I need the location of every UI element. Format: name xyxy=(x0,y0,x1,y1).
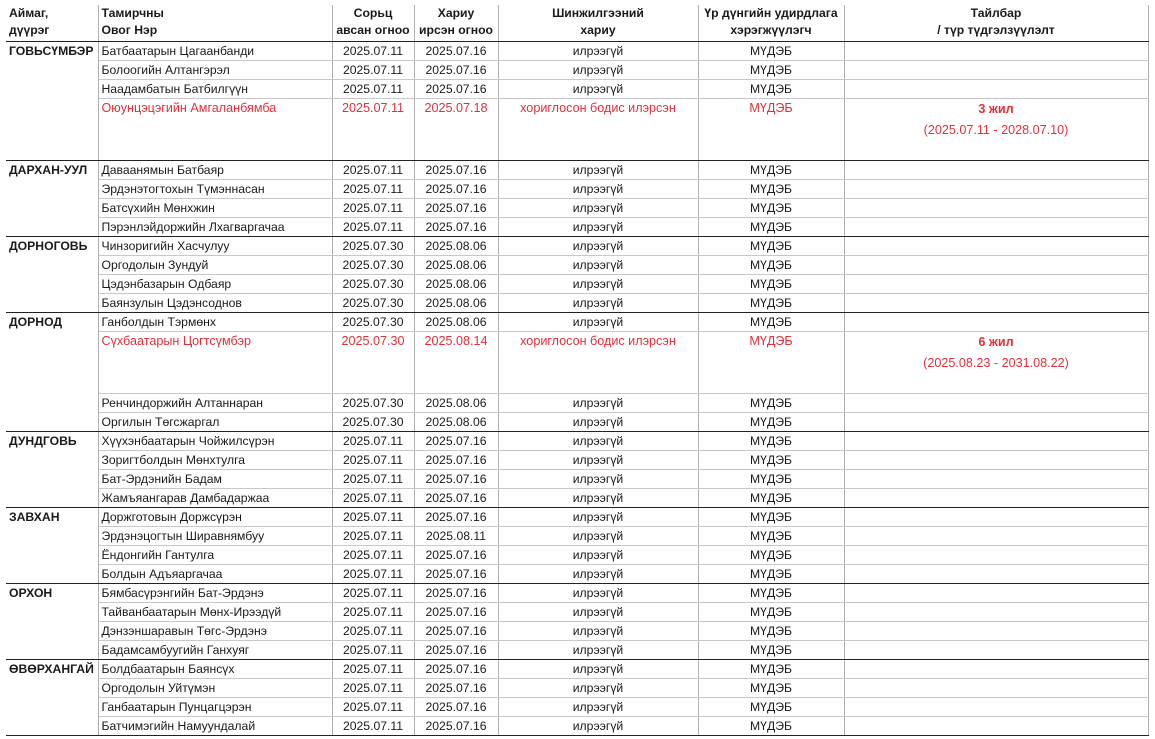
table-row xyxy=(6,622,1148,641)
note-cell xyxy=(844,603,1148,622)
athlete-name-cell: Хүүхэнбаатарын Чойжилсүрэн xyxy=(98,432,332,451)
authority-cell: МҮДЭБ xyxy=(698,641,844,660)
table-row xyxy=(6,603,1148,622)
header-athlete: Тамирчны Овог Нэр xyxy=(98,5,332,42)
authority-cell: МҮДЭБ xyxy=(698,80,844,99)
note-cell xyxy=(844,565,1148,584)
table-row xyxy=(6,489,1148,508)
note-cell xyxy=(844,394,1148,413)
result-date-cell: 2025.07.16 xyxy=(414,42,498,61)
athlete-name-cell: Баянзулын Цэдэнсоднов xyxy=(98,294,332,313)
header-row xyxy=(6,5,1148,42)
authority-cell: МҮДЭБ xyxy=(698,508,844,527)
table-row xyxy=(6,180,1148,199)
result-date-cell: 2025.07.16 xyxy=(414,603,498,622)
sample-date-cell: 2025.07.11 xyxy=(332,641,414,660)
note-cell xyxy=(844,237,1148,256)
result-date-cell: 2025.08.06 xyxy=(414,294,498,313)
result-date-cell: 2025.07.16 xyxy=(414,432,498,451)
suspension-period: (2025.08.23 - 2031.08.22) xyxy=(923,356,1069,370)
sample-date-cell: 2025.07.11 xyxy=(332,660,414,679)
result-date-cell: 2025.08.06 xyxy=(414,313,498,332)
note-cell xyxy=(844,451,1148,470)
result-date-cell: 2025.07.16 xyxy=(414,80,498,99)
authority-cell: МҮДЭБ xyxy=(698,679,844,698)
athlete-name-cell: Пэрэнлэйдоржийн Лхагваргачаа xyxy=(98,218,332,237)
athlete-name-cell: Болдын Адъяаргачаа xyxy=(98,565,332,584)
result-date-cell: 2025.07.16 xyxy=(414,470,498,489)
province-cell: ДАРХАН-УУЛ xyxy=(6,161,98,237)
result-date-cell: 2025.07.16 xyxy=(414,641,498,660)
authority-cell: МҮДЭБ xyxy=(698,294,844,313)
authority-cell: МҮДЭБ xyxy=(698,313,844,332)
sample-date-cell: 2025.07.11 xyxy=(332,42,414,61)
test-result-cell: илрээгүй xyxy=(498,61,698,80)
athlete-name-cell: Эрдэнэцогтын Ширавнямбуу xyxy=(98,527,332,546)
test-result-cell: илрээгүй xyxy=(498,42,698,61)
result-date-cell: 2025.07.16 xyxy=(414,161,498,180)
note-cell xyxy=(844,622,1148,641)
note-cell xyxy=(844,313,1148,332)
table-row xyxy=(6,237,1148,256)
test-result-cell: илрээгүй xyxy=(498,237,698,256)
athlete-name-cell: Ренчиндоржийн Алтаннаран xyxy=(98,394,332,413)
table-row xyxy=(6,641,1148,660)
result-date-cell: 2025.08.06 xyxy=(414,256,498,275)
athlete-name-cell: Ганбаатарын Пунцагцэрэн xyxy=(98,698,332,717)
table-body xyxy=(6,42,1148,736)
note-cell xyxy=(844,80,1148,99)
test-result-cell: илрээгүй xyxy=(498,622,698,641)
test-result-cell: илрээгүй xyxy=(498,413,698,432)
authority-cell: МҮДЭБ xyxy=(698,237,844,256)
athlete-name-cell: Батбаатарын Цагаанбанди xyxy=(98,42,332,61)
athlete-name-cell: Бадамсамбуугийн Ганхуяг xyxy=(98,641,332,660)
result-date-cell: 2025.07.16 xyxy=(414,451,498,470)
athlete-name-cell: Наадамбатын Батбилгүүн xyxy=(98,80,332,99)
authority-cell: МҮДЭБ xyxy=(698,660,844,679)
result-date-cell: 2025.07.16 xyxy=(414,565,498,584)
province-cell: ДУНДГОВЬ xyxy=(6,432,98,508)
authority-cell: МҮДЭБ xyxy=(698,451,844,470)
authority-cell: МҮДЭБ xyxy=(698,584,844,603)
result-date-cell: 2025.08.11 xyxy=(414,527,498,546)
table-row xyxy=(6,313,1148,332)
table-row xyxy=(6,584,1148,603)
header-result-date: Хариу ирсэн огноо xyxy=(414,5,498,42)
table-row xyxy=(6,451,1148,470)
table-row xyxy=(6,161,1148,180)
table-row xyxy=(6,508,1148,527)
sample-date-cell: 2025.07.30 xyxy=(332,394,414,413)
test-result-cell: илрээгүй xyxy=(498,717,698,736)
doping-results-sheet xyxy=(6,5,1148,736)
result-date-cell: 2025.07.16 xyxy=(414,218,498,237)
authority-cell: МҮДЭБ xyxy=(698,256,844,275)
result-date-cell: 2025.08.06 xyxy=(414,394,498,413)
result-date-cell: 2025.07.18 xyxy=(414,99,498,161)
header-sample-date: Сорьц авсан огноо xyxy=(332,5,414,42)
sample-date-cell: 2025.07.30 xyxy=(332,294,414,313)
results-table xyxy=(6,5,1149,736)
suspension-period: (2025.07.11 - 2028.07.10) xyxy=(923,123,1069,137)
result-date-cell: 2025.07.16 xyxy=(414,622,498,641)
test-result-cell: илрээгүй xyxy=(498,603,698,622)
sample-date-cell: 2025.07.30 xyxy=(332,332,414,394)
province-cell: ОРХОН xyxy=(6,584,98,660)
table-row xyxy=(6,679,1148,698)
note-cell xyxy=(844,584,1148,603)
test-result-cell: илрээгүй xyxy=(498,218,698,237)
table-row-flagged xyxy=(6,99,1148,161)
authority-cell: МҮДЭБ xyxy=(698,717,844,736)
result-date-cell: 2025.08.06 xyxy=(414,413,498,432)
sample-date-cell: 2025.07.30 xyxy=(332,256,414,275)
header-note: Тайлбар / түр түдгэлзүүлэлт xyxy=(844,5,1148,42)
result-date-cell: 2025.08.06 xyxy=(414,237,498,256)
authority-cell: МҮДЭБ xyxy=(698,546,844,565)
table-row xyxy=(6,42,1148,61)
note-cell xyxy=(844,161,1148,180)
authority-cell: МҮДЭБ xyxy=(698,42,844,61)
result-date-cell: 2025.07.16 xyxy=(414,180,498,199)
note-cell xyxy=(844,413,1148,432)
test-result-cell: илрээгүй xyxy=(498,527,698,546)
table-row xyxy=(6,660,1148,679)
note-cell xyxy=(844,641,1148,660)
province-cell: ГОВЬСҮМБЭР xyxy=(6,42,98,161)
test-result-cell: илрээгүй xyxy=(498,432,698,451)
sample-date-cell: 2025.07.11 xyxy=(332,679,414,698)
sample-date-cell: 2025.07.11 xyxy=(332,80,414,99)
sample-date-cell: 2025.07.30 xyxy=(332,413,414,432)
header-authority: Үр дүнгийн удирдлага хэрэгжүүлэгч xyxy=(698,5,844,42)
athlete-name-cell: Ганболдын Тэрмөнх xyxy=(98,313,332,332)
athlete-name-cell: Оргодолын Уйтүмэн xyxy=(98,679,332,698)
authority-cell: МҮДЭБ xyxy=(698,199,844,218)
result-date-cell: 2025.08.06 xyxy=(414,275,498,294)
sample-date-cell: 2025.07.11 xyxy=(332,470,414,489)
authority-cell: МҮДЭБ xyxy=(698,527,844,546)
test-result-cell: илрээгүй xyxy=(498,199,698,218)
table-row xyxy=(6,432,1148,451)
table-row-flagged xyxy=(6,332,1148,394)
test-result-cell: илрээгүй xyxy=(498,508,698,527)
test-result-cell: хориглосон бодис илэрсэн xyxy=(498,332,698,394)
table-row xyxy=(6,470,1148,489)
sample-date-cell: 2025.07.11 xyxy=(332,199,414,218)
athlete-name-cell: Цэдэнбазарын Одбаяр xyxy=(98,275,332,294)
test-result-cell: илрээгүй xyxy=(498,584,698,603)
athlete-name-cell: Батсүхийн Мөнхжин xyxy=(98,199,332,218)
note-cell xyxy=(844,489,1148,508)
test-result-cell: илрээгүй xyxy=(498,180,698,199)
sample-date-cell: 2025.07.11 xyxy=(332,584,414,603)
test-result-cell: илрээгүй xyxy=(498,161,698,180)
athlete-name-cell: Чинзоригийн Хасчулуу xyxy=(98,237,332,256)
authority-cell: МҮДЭБ xyxy=(698,99,844,161)
test-result-cell: хориглосон бодис илэрсэн xyxy=(498,99,698,161)
authority-cell: МҮДЭБ xyxy=(698,332,844,394)
sample-date-cell: 2025.07.11 xyxy=(332,218,414,237)
suspension-length: 3 жил xyxy=(978,102,1014,116)
test-result-cell: илрээгүй xyxy=(498,451,698,470)
authority-cell: МҮДЭБ xyxy=(698,622,844,641)
authority-cell: МҮДЭБ xyxy=(698,489,844,508)
sample-date-cell: 2025.07.11 xyxy=(332,99,414,161)
sample-date-cell: 2025.07.30 xyxy=(332,275,414,294)
athlete-name-cell: Эрдэнэтогтохын Түмэннасан xyxy=(98,180,332,199)
result-date-cell: 2025.07.16 xyxy=(414,508,498,527)
note-cell xyxy=(844,275,1148,294)
result-date-cell: 2025.07.16 xyxy=(414,61,498,80)
authority-cell: МҮДЭБ xyxy=(698,180,844,199)
authority-cell: МҮДЭБ xyxy=(698,61,844,80)
note-cell xyxy=(844,61,1148,80)
test-result-cell: илрээгүй xyxy=(498,470,698,489)
athlete-name-cell: Зоригтболдын Мөнхтулга xyxy=(98,451,332,470)
note-cell xyxy=(844,527,1148,546)
table-row xyxy=(6,546,1148,565)
sample-date-cell: 2025.07.11 xyxy=(332,698,414,717)
note-cell xyxy=(844,717,1148,736)
sample-date-cell: 2025.07.11 xyxy=(332,565,414,584)
athlete-name-cell: Болдбаатарын Баянсүх xyxy=(98,660,332,679)
note-cell xyxy=(844,470,1148,489)
table-row xyxy=(6,413,1148,432)
authority-cell: МҮДЭБ xyxy=(698,470,844,489)
sample-date-cell: 2025.07.11 xyxy=(332,508,414,527)
authority-cell: МҮДЭБ xyxy=(698,394,844,413)
athlete-name-cell: Оюунцэцэгийн Амгаланбямба xyxy=(98,99,332,161)
table-row xyxy=(6,80,1148,99)
athlete-name-cell: Даваанямын Батбаяр xyxy=(98,161,332,180)
test-result-cell: илрээгүй xyxy=(498,256,698,275)
table-row xyxy=(6,565,1148,584)
test-result-cell: илрээгүй xyxy=(498,641,698,660)
sample-date-cell: 2025.07.11 xyxy=(332,527,414,546)
authority-cell: МҮДЭБ xyxy=(698,275,844,294)
province-cell: ДОРНОД xyxy=(6,313,98,432)
test-result-cell: илрээгүй xyxy=(498,294,698,313)
authority-cell: МҮДЭБ xyxy=(698,432,844,451)
result-date-cell: 2025.07.16 xyxy=(414,679,498,698)
sample-date-cell: 2025.07.11 xyxy=(332,180,414,199)
table-row xyxy=(6,275,1148,294)
test-result-cell: илрээгүй xyxy=(498,546,698,565)
sample-date-cell: 2025.07.11 xyxy=(332,161,414,180)
test-result-cell: илрээгүй xyxy=(498,565,698,584)
province-cell: ДОРНОГОВЬ xyxy=(6,237,98,313)
athlete-name-cell: Тайванбаатарын Мөнх-Ирээдүй xyxy=(98,603,332,622)
suspension-length: 6 жил xyxy=(978,335,1014,349)
result-date-cell: 2025.07.16 xyxy=(414,717,498,736)
table-row xyxy=(6,61,1148,80)
test-result-cell: илрээгүй xyxy=(498,275,698,294)
note-cell xyxy=(844,199,1148,218)
note-cell xyxy=(844,180,1148,199)
athlete-name-cell: Оргилын Төгсжаргал xyxy=(98,413,332,432)
note-cell xyxy=(844,256,1148,275)
sample-date-cell: 2025.07.30 xyxy=(332,313,414,332)
table-row xyxy=(6,717,1148,736)
table-row xyxy=(6,527,1148,546)
note-cell xyxy=(844,546,1148,565)
header-test-result: Шинжилгээний хариу xyxy=(498,5,698,42)
athlete-name-cell: Болоогийн Алтангэрэл xyxy=(98,61,332,80)
athlete-name-cell: Дэнзэншаравын Төгс-Эрдэнэ xyxy=(98,622,332,641)
athlete-name-cell: Ёндонгийн Гантулга xyxy=(98,546,332,565)
table-row xyxy=(6,218,1148,237)
sample-date-cell: 2025.07.11 xyxy=(332,546,414,565)
result-date-cell: 2025.07.16 xyxy=(414,489,498,508)
note-cell xyxy=(844,679,1148,698)
result-date-cell: 2025.07.16 xyxy=(414,546,498,565)
sample-date-cell: 2025.07.11 xyxy=(332,622,414,641)
test-result-cell: илрээгүй xyxy=(498,80,698,99)
test-result-cell: илрээгүй xyxy=(498,489,698,508)
note-cell xyxy=(844,660,1148,679)
authority-cell: МҮДЭБ xyxy=(698,413,844,432)
note-cell xyxy=(844,332,1148,394)
sample-date-cell: 2025.07.11 xyxy=(332,61,414,80)
sample-date-cell: 2025.07.11 xyxy=(332,603,414,622)
result-date-cell: 2025.07.16 xyxy=(414,199,498,218)
table-row xyxy=(6,394,1148,413)
sample-date-cell: 2025.07.11 xyxy=(332,432,414,451)
result-date-cell: 2025.07.16 xyxy=(414,584,498,603)
sample-date-cell: 2025.07.11 xyxy=(332,717,414,736)
note-cell xyxy=(844,508,1148,527)
note-cell xyxy=(844,432,1148,451)
result-date-cell: 2025.07.16 xyxy=(414,698,498,717)
province-cell: ЗАВХАН xyxy=(6,508,98,584)
note-cell xyxy=(844,294,1148,313)
table-row xyxy=(6,294,1148,313)
athlete-name-cell: Сүхбаатарын Цогтсүмбэр xyxy=(98,332,332,394)
authority-cell: МҮДЭБ xyxy=(698,161,844,180)
table-row xyxy=(6,199,1148,218)
athlete-name-cell: Бат-Эрдэнийн Бадам xyxy=(98,470,332,489)
table-row xyxy=(6,698,1148,717)
athlete-name-cell: Жамъяангарав Дамбадаржаа xyxy=(98,489,332,508)
note-cell xyxy=(844,42,1148,61)
athlete-name-cell: Оргодолын Зундуй xyxy=(98,256,332,275)
note-cell xyxy=(844,99,1148,161)
note-cell xyxy=(844,218,1148,237)
authority-cell: МҮДЭБ xyxy=(698,603,844,622)
result-date-cell: 2025.08.14 xyxy=(414,332,498,394)
test-result-cell: илрээгүй xyxy=(498,313,698,332)
athlete-name-cell: Батчимэгийн Намуундалай xyxy=(98,717,332,736)
test-result-cell: илрээгүй xyxy=(498,698,698,717)
athlete-name-cell: Бямбасүрэнгийн Бат-Эрдэнэ xyxy=(98,584,332,603)
result-date-cell: 2025.07.16 xyxy=(414,660,498,679)
test-result-cell: илрээгүй xyxy=(498,394,698,413)
table-row xyxy=(6,256,1148,275)
sample-date-cell: 2025.07.11 xyxy=(332,489,414,508)
sample-date-cell: 2025.07.11 xyxy=(332,451,414,470)
athlete-name-cell: Доржготовын Доржсүрэн xyxy=(98,508,332,527)
sample-date-cell: 2025.07.30 xyxy=(332,237,414,256)
authority-cell: МҮДЭБ xyxy=(698,698,844,717)
test-result-cell: илрээгүй xyxy=(498,679,698,698)
test-result-cell: илрээгүй xyxy=(498,660,698,679)
note-cell xyxy=(844,698,1148,717)
authority-cell: МҮДЭБ xyxy=(698,565,844,584)
province-cell: ӨВӨРХАНГАЙ xyxy=(6,660,98,736)
authority-cell: МҮДЭБ xyxy=(698,218,844,237)
header-province: Аймаг, дүүрэг xyxy=(6,5,98,42)
